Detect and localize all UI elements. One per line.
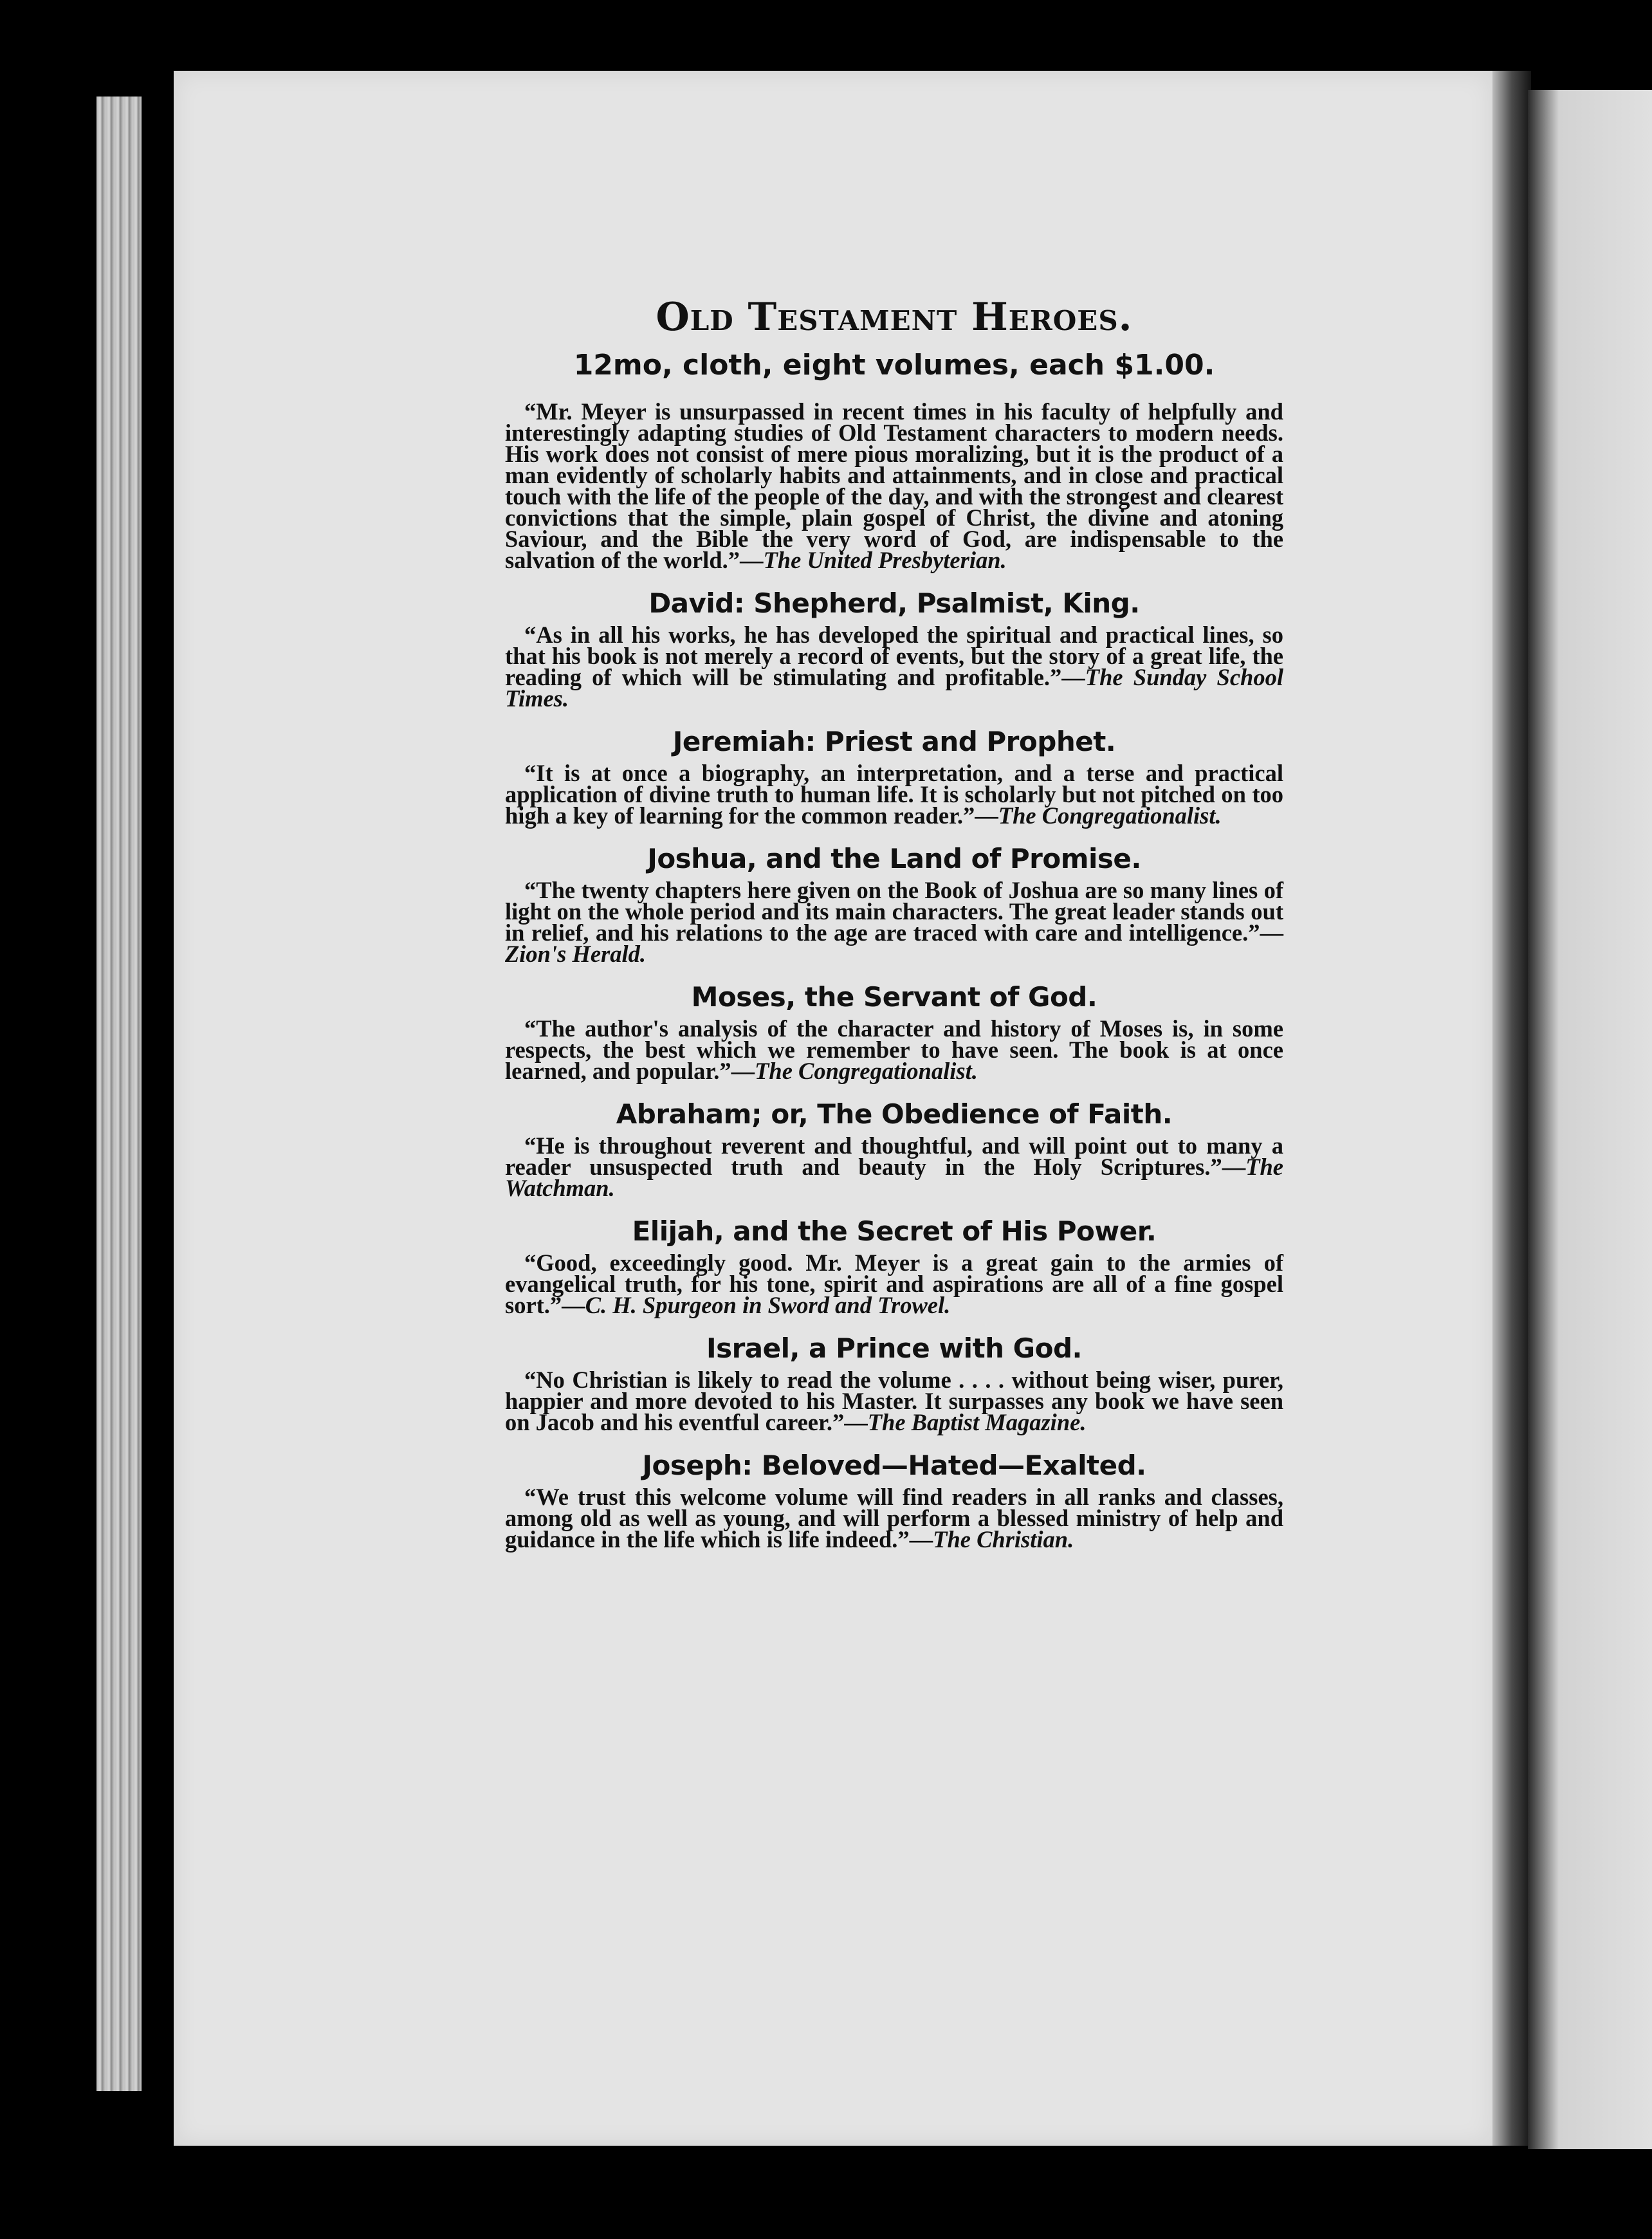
page-content: [505, 295, 1283, 1553]
book-title: Abraham; or, The Obedience of Faith.: [616, 1098, 1173, 1130]
book-title: David: Shepherd, Psalmist, King.: [648, 587, 1140, 619]
intro-review: [505, 398, 1283, 573]
review-source: C. H. Spurgeon in Sword and Trowel.: [585, 1292, 951, 1318]
review-source: Zion's Herald.: [505, 941, 647, 967]
review-source: The Watchman.: [505, 1154, 1283, 1201]
review-source: The Baptist Magazine.: [867, 1409, 1087, 1435]
review-quote: [505, 622, 1283, 712]
book-title: Joseph: Beloved—Hated—Exalted.: [642, 1450, 1146, 1481]
review-quote: [505, 1484, 1283, 1553]
book-entry: [505, 1215, 1283, 1316]
facing-page-edge: [1528, 90, 1652, 2149]
book-entry: [505, 726, 1283, 829]
book-title: Elijah, and the Secret of His Power.: [632, 1215, 1157, 1247]
book-gutter: [1492, 71, 1531, 2146]
review-source: The Congregationalist.: [998, 802, 1222, 829]
book-entry: [505, 843, 1283, 967]
book-entry: [505, 981, 1283, 1082]
intro-review-text: “Mr. Meyer is unsurpassed in recent times in his faculty of helpfully and interestingly adapting studies of Old Testament characters to modern needs. His work does not consist of mere pious moralizing, but it is the product of a man evidently of scholarly habits and attainments, and in close and practical touch with the life of the people of the day, and with the strongest and clearest convictions that the simple, plain gospel of Christ, the divine and atoning Saviour, and the Bible the very word of God, are indispensable to the salvation of the world.”—: [505, 398, 1283, 573]
book-entry: [505, 1450, 1283, 1553]
book-title: Moses, the Servant of God.: [691, 981, 1097, 1013]
edition-info: 12mo, cloth, eight volumes, each $1.00.: [573, 349, 1215, 382]
book-entry: [505, 1098, 1283, 1199]
review-text: “We trust this welcome volume will find readers in all ranks and classes, among old as well as young, and will perform a blessed ministry of help and guidance in the life which is life indeed.”—: [505, 1484, 1283, 1553]
book-title: Joshua, and the Land of Promise.: [647, 843, 1141, 874]
review-quote: [505, 1132, 1283, 1201]
page-title: Old Testament Heroes.: [656, 295, 1133, 340]
intro-review-source: The United Presbyterian.: [763, 547, 1007, 573]
page-stack-edges: [96, 97, 142, 2091]
review-quote: [505, 760, 1283, 829]
review-text: “The author's analysis of the character and history of Moses is, in some respects, the best which we remember to have seen. The book is at once learned, and popular.”—: [505, 1015, 1283, 1084]
review-text: “He is throughout reverent and thoughtful, and will point out to many a reader unsuspected truth and beauty in the Holy Scriptures.”—: [505, 1132, 1283, 1180]
review-text: “Good, exceedingly good. Mr. Meyer is a great gain to the armies of evangelical truth, for his tone, spirit and aspirations are all of a fine gospel sort.”—: [505, 1249, 1283, 1318]
review-text: “It is at once a biography, an interpretation, and a terse and practical application of divine truth to human life. It is scholarly but not pitched on too high a key of learning for the common reader.”—: [505, 760, 1283, 829]
review-text: “As in all his works, he has developed the spiritual and practical lines, so that his book is not merely a record of events, but the story of a great life, the reading of which will be stimulating and profitable.”—: [505, 622, 1283, 690]
review-source: The Congregationalist.: [755, 1058, 978, 1084]
review-quote: [505, 1369, 1283, 1433]
book-title: Jeremiah: Priest and Prophet.: [672, 726, 1116, 757]
review-quote: [505, 1249, 1283, 1318]
book-entry: [505, 1332, 1283, 1433]
review-quote: [505, 877, 1283, 967]
book-entry: [505, 587, 1283, 712]
review-text: “No Christian is likely to read the volume . . . . without being wiser, purer, happier and more devoted to his Master. It surpasses any book we have seen on Jacob and his eventful career.”—: [505, 1367, 1283, 1435]
book-title: Israel, a Prince with God.: [706, 1332, 1083, 1364]
review-source: The Sunday School Times.: [505, 664, 1283, 712]
review-text: “The twenty chapters here given on the Book of Joshua are so many lines of light on the whole period and its main characters. The great leader stands out in relief, and his relations to the age are traced with care and intelligence.”—: [505, 877, 1283, 946]
review-quote: [505, 1015, 1283, 1084]
review-source: The Christian.: [933, 1526, 1074, 1553]
